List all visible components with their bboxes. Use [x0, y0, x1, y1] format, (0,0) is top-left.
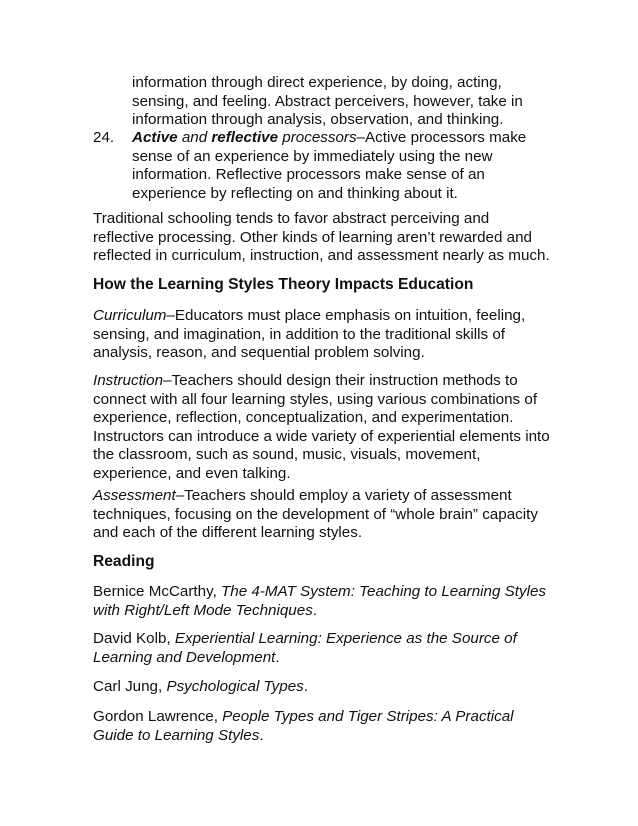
reading-author: Bernice McCarthy,: [93, 583, 222, 600]
term-reflective: reflective: [211, 129, 279, 146]
impacts-heading: How the Learning Styles Theory Impacts Education: [93, 276, 474, 293]
list-item-24: [132, 129, 552, 203]
reading-title: People Types and Tiger Stripes: A Practical Guide to Learning Styles: [93, 708, 514, 744]
assessment-text: –Teachers should employ a variety of assessment techniques, focusing on the development of “whole brain” capacity and each of the different learning styles.: [93, 487, 538, 542]
instruction-text: –Teachers should design their instruction methods to connect with all four learning styles, using various combinations of experience, reflection, conceptualization, and experimentation. Instructors can introduce a wide variety of experiential elements into the classroom, such as sound, music, visuals, movement, experience, and even talking.: [93, 372, 550, 482]
reading-author: Gordon Lawrence,: [93, 708, 223, 725]
reading-end: .: [275, 648, 280, 666]
reading-end: .: [312, 601, 318, 619]
term-and: and: [177, 129, 212, 146]
traditional-paragraph: Traditional schooling tends to favor abstract perceiving and reflective processing. Other kinds of learning aren’t rewarded and reflected in curriculum, instruction, and assessment nearly as much.: [93, 210, 550, 265]
reading-title: Psychological Types: [166, 678, 304, 695]
reading-author: David Kolb,: [93, 630, 175, 647]
reading-end: .: [259, 726, 264, 744]
assessment-term: Assessment: [93, 487, 176, 504]
reading-author: Carl Jung,: [93, 678, 167, 695]
term-processors: processors: [278, 129, 357, 146]
curriculum-term: Curriculum: [93, 307, 167, 324]
list-item-continuation: information through direct experience, by doing, acting, sensing, and feeling. Abstract perceivers, however, take in information through analysis, observation, and thinking.: [132, 74, 523, 129]
list-item-24-text: –Active processors make sense of an experience by immediately using the new information. Reflective processors make sense of an experience by reflecting on and thinking about it.: [132, 129, 527, 202]
instruction-term: Instruction: [93, 372, 164, 389]
reading-heading: Reading: [93, 553, 155, 570]
curriculum-text: –Educators must place emphasis on intuition, feeling, sensing, and imagination, in addition to the traditional skills of analysis, reason, and sequential problem solving.: [93, 307, 526, 362]
reading-item: [93, 630, 553, 667]
reading-item: [93, 678, 553, 697]
assessment-paragraph: [93, 487, 553, 543]
term-active: Active: [132, 129, 178, 146]
reading-item: [93, 583, 553, 620]
list-item-number: 24.: [93, 129, 115, 146]
reading-title: Experiential Learning: Experience as the Source of Learning and Development: [93, 630, 517, 666]
reading-title: The 4-MAT System: Teaching to Learning Styles with Right/Left Mode Techniques: [93, 583, 547, 619]
reading-end: .: [303, 678, 308, 695]
curriculum-paragraph: [93, 307, 553, 363]
instruction-paragraph: [93, 372, 553, 484]
reading-item: [93, 708, 553, 745]
